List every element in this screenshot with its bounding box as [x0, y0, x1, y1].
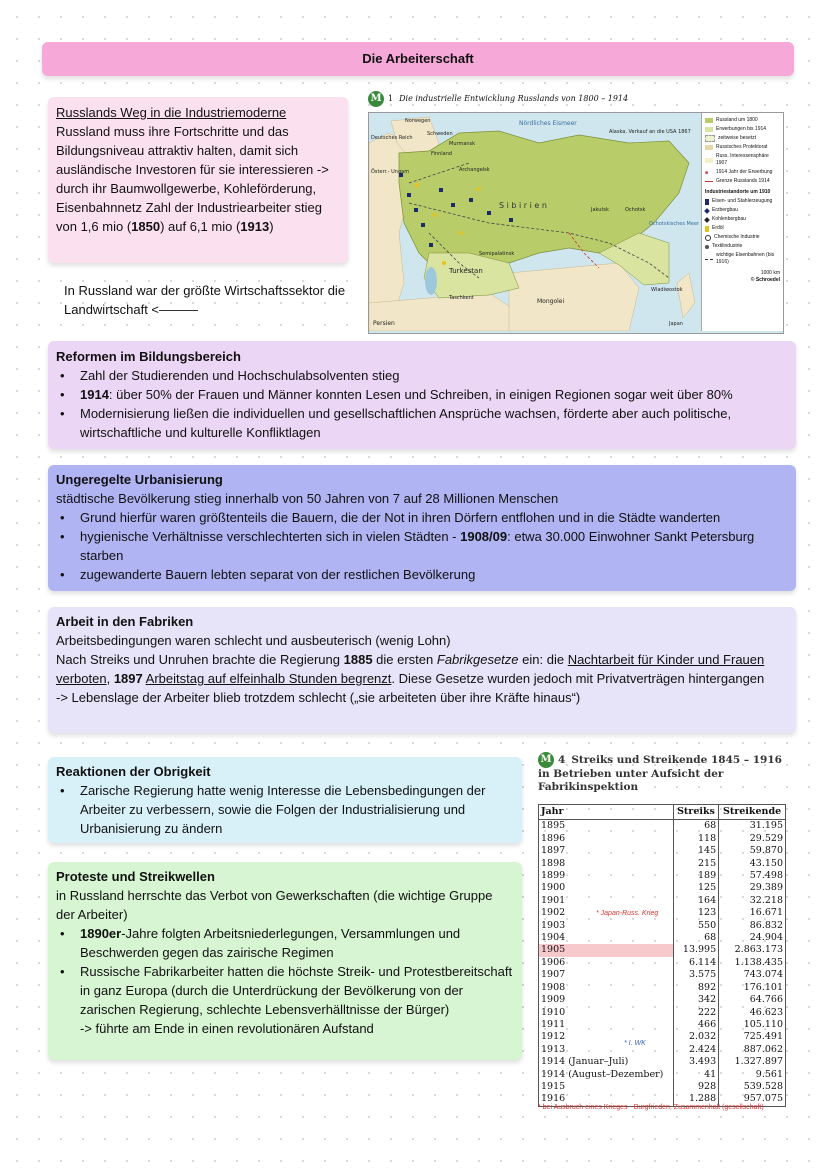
box-proteste: [48, 862, 522, 1060]
legend-item: wichtige Eisenbahnen (bis 1916): [705, 252, 780, 266]
cell-streikende: 2.863.173: [719, 944, 786, 956]
fabriken-gesetze: Nach Streiks und Unruhen brachte die Regierung 1885 die ersten Fabrikgesetze ein: die Nachtarbeit für Kinder und Frauen verboten, 1897 Arbeitstag auf elfeinhalb Stunden begrenzt. Diese Gesetze wurden jedoch mit Privatverträgen hintergangen: [56, 652, 765, 686]
cell-streiks: 41: [673, 1069, 718, 1081]
cell-streikende: 105.110: [719, 1019, 786, 1031]
reformen-list: [56, 366, 788, 442]
cell-jahr: 1895: [539, 820, 674, 833]
strike-table-figure: [538, 752, 790, 1126]
list-item: • Russische Fabrikarbeiter hatten die höchste Streik- und Protestbereitschaft in ganz Europa (durch die Unterdrückung der Bevölkerung von der zarischen Regierung, schlechte Lebensverhälltnisse der Bürger): [56, 962, 514, 1019]
cell-jahr: 1911: [539, 1019, 674, 1031]
map-label-norwegen: Norwegen: [405, 118, 431, 124]
cell-streikende: 16.671: [719, 907, 786, 919]
box-industriemoderne-heading: Russlands Weg in die Industriemoderne: [56, 105, 287, 120]
map-label-archangelsk: Archangelsk: [459, 167, 490, 173]
cell-jahr: 1915: [539, 1081, 674, 1093]
table-row: [539, 944, 786, 956]
map-label-oster-ungarn: Österr.- Ungarn: [371, 169, 410, 175]
cell-streiks: 3.493: [673, 1056, 718, 1068]
table-row: [539, 870, 786, 882]
cell-streikende: 725.491: [719, 1031, 786, 1043]
cell-streikende: 64.766: [719, 994, 786, 1006]
cell-streikende: 957.075: [719, 1093, 786, 1106]
urbanisierung-title: Ungeregelte Urbanisierung: [56, 472, 223, 487]
table-caption: M 4 Streiks und Streikende 1845 – 1916 in Betrieben unter Aufsicht der Fabrikinspektion: [538, 754, 782, 793]
cell-jahr: 1901: [539, 895, 674, 907]
map-scale: 1000 km: [760, 270, 780, 276]
cell-streikende: 43.150: [719, 858, 786, 870]
map-label-wladiwostok: Wladiwostok: [651, 287, 683, 293]
cell-streiks: 6.114: [673, 957, 718, 969]
strike-table: [538, 804, 786, 1107]
table-badge: M: [538, 752, 554, 768]
map-label-sibirien: S i b i r i e n: [499, 201, 547, 210]
annotation-japan-krieg: * Japan-Russ. Krieg: [596, 910, 659, 917]
cell-streiks: 3.575: [673, 969, 718, 981]
cell-streiks: 1.288: [673, 1093, 718, 1106]
map-label-mongolei: Mongolei: [537, 298, 565, 305]
list-item: • hygienische Verhältnisse verschlechterten sich in vielen Städten - 1908/09: etwa 30.000 Einwohner Sankt Petersburg starben: [56, 527, 788, 565]
cell-streikende: 32.218: [719, 895, 786, 907]
cell-streiks: 892: [673, 982, 718, 994]
cell-streikende: 24.904: [719, 932, 786, 944]
table-header-streikende: Streikende: [719, 805, 786, 820]
list-item: • Zarische Regierung hatte wenig Interesse die Lebensbedingungen der Arbeiter zu verbessern, sowie die Folgen der Industrialisierung und Urbanisierung zu ändern: [56, 781, 514, 838]
table-row: [539, 1081, 786, 1093]
fabriken-title: Arbeit in den Fabriken: [56, 614, 194, 629]
map-label-murmansk: Murmansk: [449, 141, 476, 147]
cell-jahr: 1905: [539, 944, 674, 956]
legend-item: ■ 1914 Jahr der Erwerbung: [705, 169, 773, 176]
cell-jahr: 1909: [539, 994, 674, 1006]
list-item: • Zahl der Studierenden und Hochschulabsolventen stieg: [56, 366, 788, 385]
table-footnote: * bei Ausbruch eines Krieges - Burgfrieden, Zusammenhalt (gesellschaft): [538, 1104, 764, 1111]
map-label-taschkent: Taschkent: [449, 295, 474, 301]
proteste-conclusion: -> führte am Ende in einen revolutionären Aufstand: [80, 1021, 374, 1036]
map-label-turkestan: Turkestan: [449, 267, 483, 275]
table-row: [539, 957, 786, 969]
box-fabriken: [48, 607, 796, 733]
cell-streikende: 539.528: [719, 1081, 786, 1093]
legend-item: Russland um 1800: [705, 117, 780, 124]
table-row: [539, 833, 786, 845]
box-urbanisierung: [48, 465, 796, 591]
map-label-finnland: Finnland: [431, 151, 453, 157]
map-label-deutsches-reich: Deutsches Reich: [371, 135, 413, 141]
table-row: [539, 1069, 786, 1081]
cell-streikende: 887.062: [719, 1044, 786, 1056]
list-item: • 1890er-Jahre folgten Arbeitsniederlegungen, Versammlungen und Beschwerden gegen das zairische Regimen: [56, 924, 514, 962]
cell-streiks: 222: [673, 1007, 718, 1019]
cell-jahr: 1912: [539, 1031, 674, 1043]
cell-streiks: 68: [673, 820, 718, 833]
cell-streiks: 118: [673, 833, 718, 845]
legend-item: zeitweise besetzt: [705, 135, 780, 142]
legend-item: Kohlenbergbau: [705, 216, 780, 223]
cell-jahr: 1897: [539, 845, 674, 857]
table-row: [539, 858, 786, 870]
list-item: • Grund hierfür waren größtenteils die Bauern, die der Not in ihren Dörfern entflohen und in die Städte wanderten: [56, 508, 788, 527]
map-label-persien: Persien: [373, 320, 395, 327]
box-industriemoderne: [48, 97, 348, 263]
table-header-streiks: Streiks: [673, 805, 718, 820]
cell-streiks: 145: [673, 845, 718, 857]
legend-item: Russisches Protektorat: [705, 144, 780, 151]
cell-jahr: 1907: [539, 969, 674, 981]
list-item: • 1914: über 50% der Frauen und Männer konnten Lesen und Schreiben, in einigen Regionen sogar weit über 80%: [56, 385, 788, 404]
table-row: [539, 994, 786, 1006]
legend-item: Eisen- und Stahlerzeugung: [705, 198, 780, 205]
table-row: [539, 1056, 786, 1068]
cell-streiks: 13.995: [673, 944, 718, 956]
map-image: [368, 112, 784, 334]
cell-streikende: 1.327.897: [719, 1056, 786, 1068]
cell-streikende: 59.870: [719, 845, 786, 857]
legend-item: Erwerbungen bis 1914: [705, 126, 780, 133]
cell-jahr: 1898: [539, 858, 674, 870]
russia-map-svg: [369, 113, 701, 331]
cell-streiks: 125: [673, 882, 718, 894]
cell-jahr: 1908: [539, 982, 674, 994]
list-item: • Modernisierung ließen die individuellen und gesellschaftlichen Ansprüche wachsen, förderte aber auch politische, wirtschaftliche und kulturelle Konfliktlagen: [56, 404, 788, 442]
cell-jahr: 1896: [539, 833, 674, 845]
legend-item: Erdöl: [705, 225, 780, 232]
map-caption: M 1 Die industrielle Entwicklung Russlands von 1800 – 1914: [368, 88, 784, 110]
cell-streiks: 164: [673, 895, 718, 907]
table-row: [539, 969, 786, 981]
cell-streiks: 2.032: [673, 1031, 718, 1043]
table-row: [539, 1007, 786, 1019]
cell-jahr: 1914 (August–Dezember): [539, 1069, 674, 1081]
proteste-list: [56, 924, 514, 1019]
map-label-sea: Nördliches Eismeer: [519, 120, 577, 127]
cell-streiks: 189: [673, 870, 718, 882]
reaktionen-list: [56, 781, 514, 838]
cell-jahr: 1910: [539, 1007, 674, 1019]
map-label-schweden: Schweden: [427, 131, 453, 137]
table-row: [539, 920, 786, 932]
cell-jahr: 1902: [539, 907, 674, 919]
cell-jahr: 1903: [539, 920, 674, 932]
table-row: [539, 1019, 786, 1031]
cell-jahr: 1899: [539, 870, 674, 882]
cell-jahr: 1904: [539, 932, 674, 944]
box-reaktionen: [48, 757, 522, 843]
cell-jahr: 1906: [539, 957, 674, 969]
table-header-jahr: Jahr: [539, 805, 674, 820]
cell-streiks: 68: [673, 932, 718, 944]
legend-item: Chemische Industrie: [705, 234, 780, 241]
table-row: [539, 820, 786, 833]
legend-heading-industry: Industriestandorte um 1910: [705, 189, 771, 195]
reaktionen-title: Reaktionen der Obrigkeit: [56, 764, 211, 779]
legend-item: Textilindustrie: [705, 243, 780, 250]
box-industriemoderne-text: Russland muss ihre Fortschritte und das Bildungsniveau attraktiv halten, damit sich ausländische Investoren für sie interessieren -> durch ihr Baumwollgewerbe, Kohleförderung, Eisenbahnnetz Zahl der Industriearbeiter stieg von 1,6 mio (1850) auf 6,1 mio (1913): [56, 124, 329, 234]
map-publisher: © Schroedel: [750, 277, 780, 283]
cell-streikende: 176.101: [719, 982, 786, 994]
cell-streikende: 57.498: [719, 870, 786, 882]
table-row: [539, 895, 786, 907]
table-row: [539, 982, 786, 994]
cell-streiks: 928: [673, 1081, 718, 1093]
cell-streiks: 550: [673, 920, 718, 932]
cell-streikende: 9.561: [719, 1069, 786, 1081]
map-badge: M: [368, 91, 384, 107]
legend-item: Erzbergbau: [705, 207, 780, 214]
map-label-ochotskisches-meer: Ochotskisches Meer: [649, 221, 700, 227]
urbanisierung-list: [56, 508, 788, 584]
proteste-title: Proteste und Streikwellen: [56, 869, 215, 884]
page-title: Die Arbeiterschaft: [42, 42, 794, 76]
map-label-japan: Japan: [669, 321, 683, 327]
map-label-semipalatinsk: Semipalatinsk: [479, 251, 515, 257]
cell-streiks: 123: [673, 907, 718, 919]
cell-streiks: 466: [673, 1019, 718, 1031]
cell-streikende: 29.389: [719, 882, 786, 894]
map-legend: [701, 113, 783, 331]
map-figure: [368, 88, 784, 332]
cell-streikende: 31.195: [719, 820, 786, 833]
reformen-title: Reformen im Bildungsbereich: [56, 349, 241, 364]
legend-item: Russ. Interessensphäre 1907: [705, 153, 780, 167]
map-label-jakutsk: Jakutsk: [591, 207, 609, 213]
box-reformen: [48, 341, 796, 449]
table-row: [539, 932, 786, 944]
cell-streiks: 215: [673, 858, 718, 870]
list-item: • zugewanderte Bauern lebten separat von der restlichen Bevölkerung: [56, 565, 788, 584]
cell-jahr: 1900: [539, 882, 674, 894]
urbanisierung-intro: städtische Bevölkerung stieg innerhalb von 50 Jahren von 7 auf 28 Millionen Menschen: [56, 491, 559, 506]
legend-item: Grenze Russlands 1914: [705, 178, 780, 185]
cell-jahr: 1913: [539, 1044, 674, 1056]
fabriken-line1: Arbeitsbedingungen waren schlecht und ausbeuterisch (wenig Lohn): [56, 633, 451, 648]
cell-jahr: 1914 (Januar–Juli): [539, 1056, 674, 1068]
cell-streikende: 86.832: [719, 920, 786, 932]
cell-streikende: 46.623: [719, 1007, 786, 1019]
cell-streiks: 2.424: [673, 1044, 718, 1056]
annotation-wk: * I. WK: [624, 1040, 646, 1047]
proteste-intro: in Russland herrschte das Verbot von Gewerkschaften (die wichtige Gruppe der Arbeiter): [56, 888, 493, 922]
map-label-ochotsk: Ochotsk: [625, 207, 646, 213]
cell-streikende: 743.074: [719, 969, 786, 981]
map-label-alaska: Alaska, Verkauf an die USA 1867: [609, 129, 691, 135]
table-row: [539, 845, 786, 857]
landwirtschaft-note: In Russland war der größte Wirtschaftssektor die Landwirtschaft <———: [64, 283, 346, 317]
cell-streiks: 342: [673, 994, 718, 1006]
table-row: [539, 882, 786, 894]
cell-streikende: 29.529: [719, 833, 786, 845]
fabriken-conclusion: -> Lebenslage der Arbeiter blieb trotzdem schlecht („sie arbeiteten über ihre Kräfte hinaus“): [56, 690, 581, 705]
cell-jahr: 1916: [539, 1093, 674, 1106]
cell-streikende: 1.138.435: [719, 957, 786, 969]
